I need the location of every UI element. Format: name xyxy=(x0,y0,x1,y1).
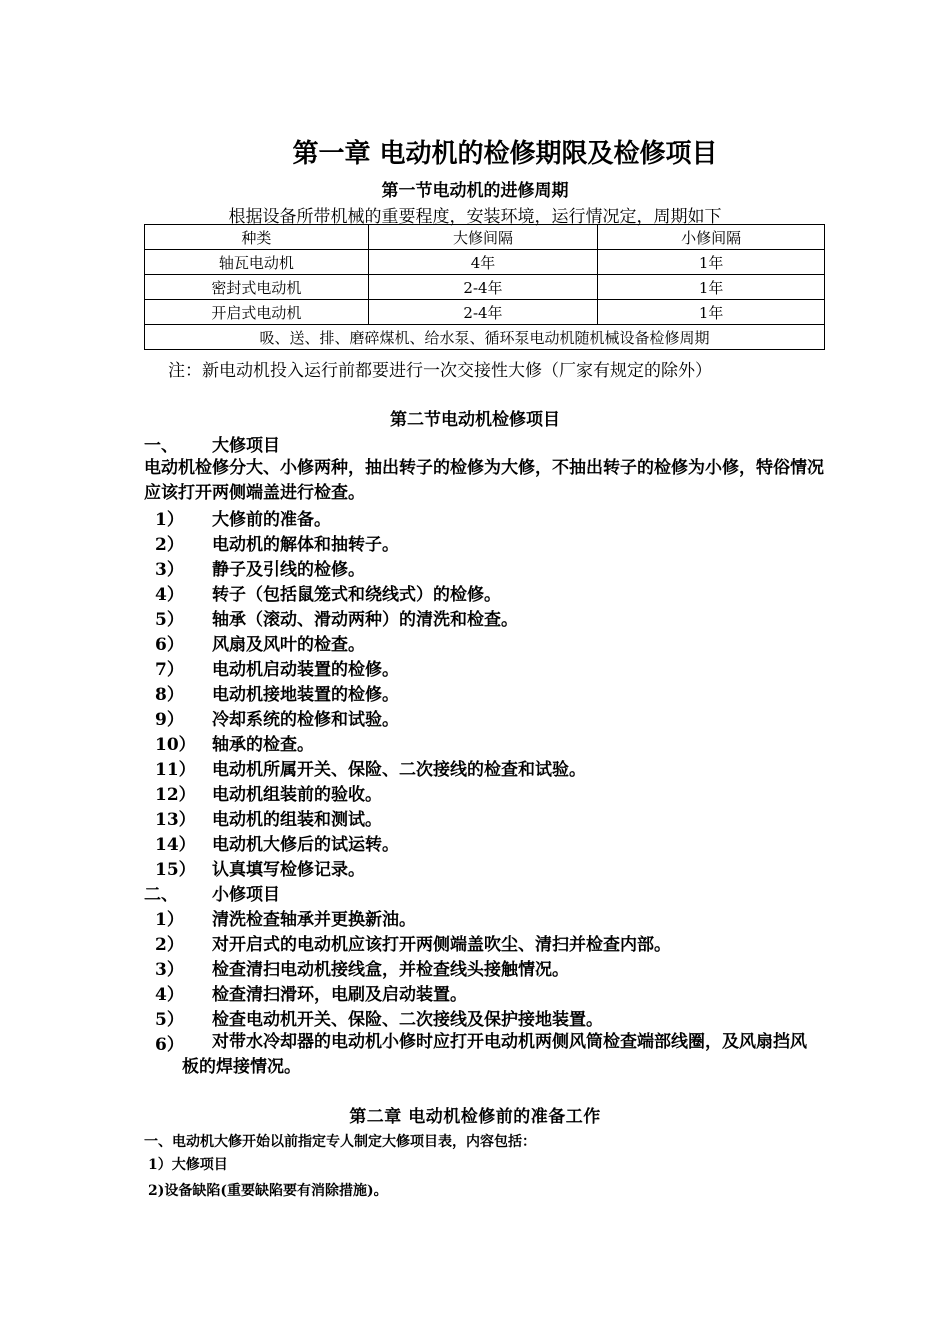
table-cell: 密封式电动机 xyxy=(145,275,369,300)
table-cell: 轴瓦电动机 xyxy=(145,250,369,275)
table-header-cell: 小修间隔 xyxy=(598,225,825,250)
item-number: 6） xyxy=(155,635,184,655)
item-text: 轴承的检查。 xyxy=(212,735,314,755)
item-number: 1） xyxy=(155,910,184,930)
table-footer-cell: 吸、送、排、磨碎煤机、给水泵、循环泵电动机随机械设备检修周期 xyxy=(145,325,825,350)
list-item xyxy=(0,855,950,880)
table-cell: 开启式电动机 xyxy=(145,300,369,325)
item-number: 1） xyxy=(155,510,184,530)
list-item xyxy=(0,605,950,630)
item-number: 2） xyxy=(155,535,184,555)
item-text: 电动机的组装和测试。 xyxy=(212,810,382,830)
list-item xyxy=(0,505,950,530)
heading-text: 大修项目 xyxy=(212,436,280,456)
cycle-intro: 根据设备所带机械的重要程度，安装环境，运行情况定，周期如下 xyxy=(228,207,722,227)
list-item xyxy=(0,680,950,705)
item-text: 电动机所属开关、保险、二次接线的检查和试验。 xyxy=(212,760,586,780)
major-repair-heading xyxy=(0,431,950,456)
item-number: 15） xyxy=(155,860,196,880)
overhaul-note: 注：新电动机投入运行前都要进行一次交接性大修（厂家有规定的除外） xyxy=(168,361,712,381)
table-cell: 2-4年 xyxy=(368,300,598,325)
table-cell: 4年 xyxy=(368,250,598,275)
item-number: 11） xyxy=(155,760,196,780)
section-title-cycle: 第一节电动机的进修周期 xyxy=(381,181,569,201)
item-text: 电动机启动装置的检修。 xyxy=(212,660,399,680)
item-number: 7） xyxy=(155,660,184,680)
item-number: 8） xyxy=(155,685,184,705)
list-item xyxy=(0,705,950,730)
item-text: 检查电动机开关、保险、二次接线及保护接地装置。 xyxy=(212,1010,603,1030)
item-number: 9） xyxy=(155,710,184,730)
table-row xyxy=(145,300,825,325)
item-text: 对带水冷却器的电动机小修时应打开电动机两侧风筒检查端部线圈，及风扇挡风板的焊接情况。 xyxy=(182,1032,807,1077)
item-number: 2） xyxy=(155,935,184,955)
item-number: 14） xyxy=(155,835,196,855)
item-number: 5） xyxy=(155,610,184,630)
item-number: 10） xyxy=(155,735,196,755)
table-header-cell: 种类 xyxy=(145,225,369,250)
item-text: 轴承（滚动、滑动两种）的清洗和检查。 xyxy=(212,610,518,630)
maintenance-cycle-table xyxy=(144,224,825,350)
list-item xyxy=(0,905,950,930)
item-text: 电动机的解体和抽转子。 xyxy=(212,535,399,555)
table-cell: 1年 xyxy=(598,250,825,275)
item-text: 电动机组装前的验收。 xyxy=(212,785,382,805)
chapter-title: 第一章 电动机的检修期限及检修项目 xyxy=(292,139,718,169)
item-number: 6） xyxy=(155,1035,184,1055)
list-item xyxy=(0,1005,950,1030)
list-item xyxy=(0,630,950,655)
section-title-items: 第二节电动机检修项目 xyxy=(390,410,560,430)
list-item xyxy=(0,655,950,680)
minor-repair-heading xyxy=(0,880,950,905)
item-text: 电动机接地装置的检修。 xyxy=(212,685,399,705)
chapter2-line: 1）大修项目 xyxy=(148,1157,228,1173)
table-header-row xyxy=(145,225,825,250)
chapter2-line: 一、电动机大修开始以前指定专人制定大修项目表，内容包括： xyxy=(144,1134,536,1150)
item-text: 大修前的准备。 xyxy=(212,510,331,530)
item-number: 12） xyxy=(155,785,196,805)
major-repair-intro: 电动机检修分大、小修两种，抽出转子的检修为大修，不抽出转子的检修为小修，特俗情况应该打开两侧端盖进行检查。 xyxy=(144,458,824,503)
item-text: 对开启式的电动机应该打开两侧端盖吹尘、清扫并检查内部。 xyxy=(212,935,671,955)
item-text: 转子（包括鼠笼式和绕线式）的检修。 xyxy=(212,585,501,605)
list-item xyxy=(0,555,950,580)
list-item xyxy=(0,805,950,830)
item-text: 静子及引线的检修。 xyxy=(212,560,365,580)
list-item xyxy=(0,755,950,780)
item-text: 电动机大修后的试运转。 xyxy=(212,835,399,855)
list-item xyxy=(0,780,950,805)
list-item xyxy=(0,955,950,980)
table-cell: 1年 xyxy=(598,275,825,300)
list-item xyxy=(0,830,950,855)
list-item xyxy=(0,930,950,955)
item-text: 冷却系统的检修和试验。 xyxy=(212,710,399,730)
item-number: 4） xyxy=(155,985,184,1005)
item-number: 3） xyxy=(155,960,184,980)
list-item xyxy=(0,730,950,755)
item-text: 检查清扫电动机接线盒，并检查线头接触情况。 xyxy=(212,960,569,980)
chapter2-title: 第二章 电动机检修前的准备工作 xyxy=(349,1107,601,1127)
item-number: 4） xyxy=(155,585,184,605)
table-row xyxy=(145,250,825,275)
table-cell: 1年 xyxy=(598,300,825,325)
list-item xyxy=(0,1030,950,1080)
heading-number: 一、 xyxy=(144,436,178,456)
table-cell: 2-4年 xyxy=(368,275,598,300)
table-header-cell: 大修间隔 xyxy=(368,225,598,250)
list-item xyxy=(0,580,950,605)
heading-text: 小修项目 xyxy=(212,885,280,905)
item-text: 清洗检查轴承并更换新油。 xyxy=(212,910,416,930)
item-text: 检查清扫滑环，电刷及启动装置。 xyxy=(212,985,467,1005)
table-row xyxy=(145,275,825,300)
chapter2-line: 2)设备缺陷(重要缺陷要有消除措施)。 xyxy=(148,1183,388,1199)
list-item xyxy=(0,530,950,555)
item-number: 5） xyxy=(155,1010,184,1030)
item-number: 3） xyxy=(155,560,184,580)
item-text: 认真填写检修记录。 xyxy=(212,860,365,880)
list-item xyxy=(0,980,950,1005)
item-text: 风扇及风叶的检查。 xyxy=(212,635,365,655)
item-number: 13） xyxy=(155,810,196,830)
heading-number: 二、 xyxy=(144,885,178,905)
table-footer-row xyxy=(145,325,825,350)
